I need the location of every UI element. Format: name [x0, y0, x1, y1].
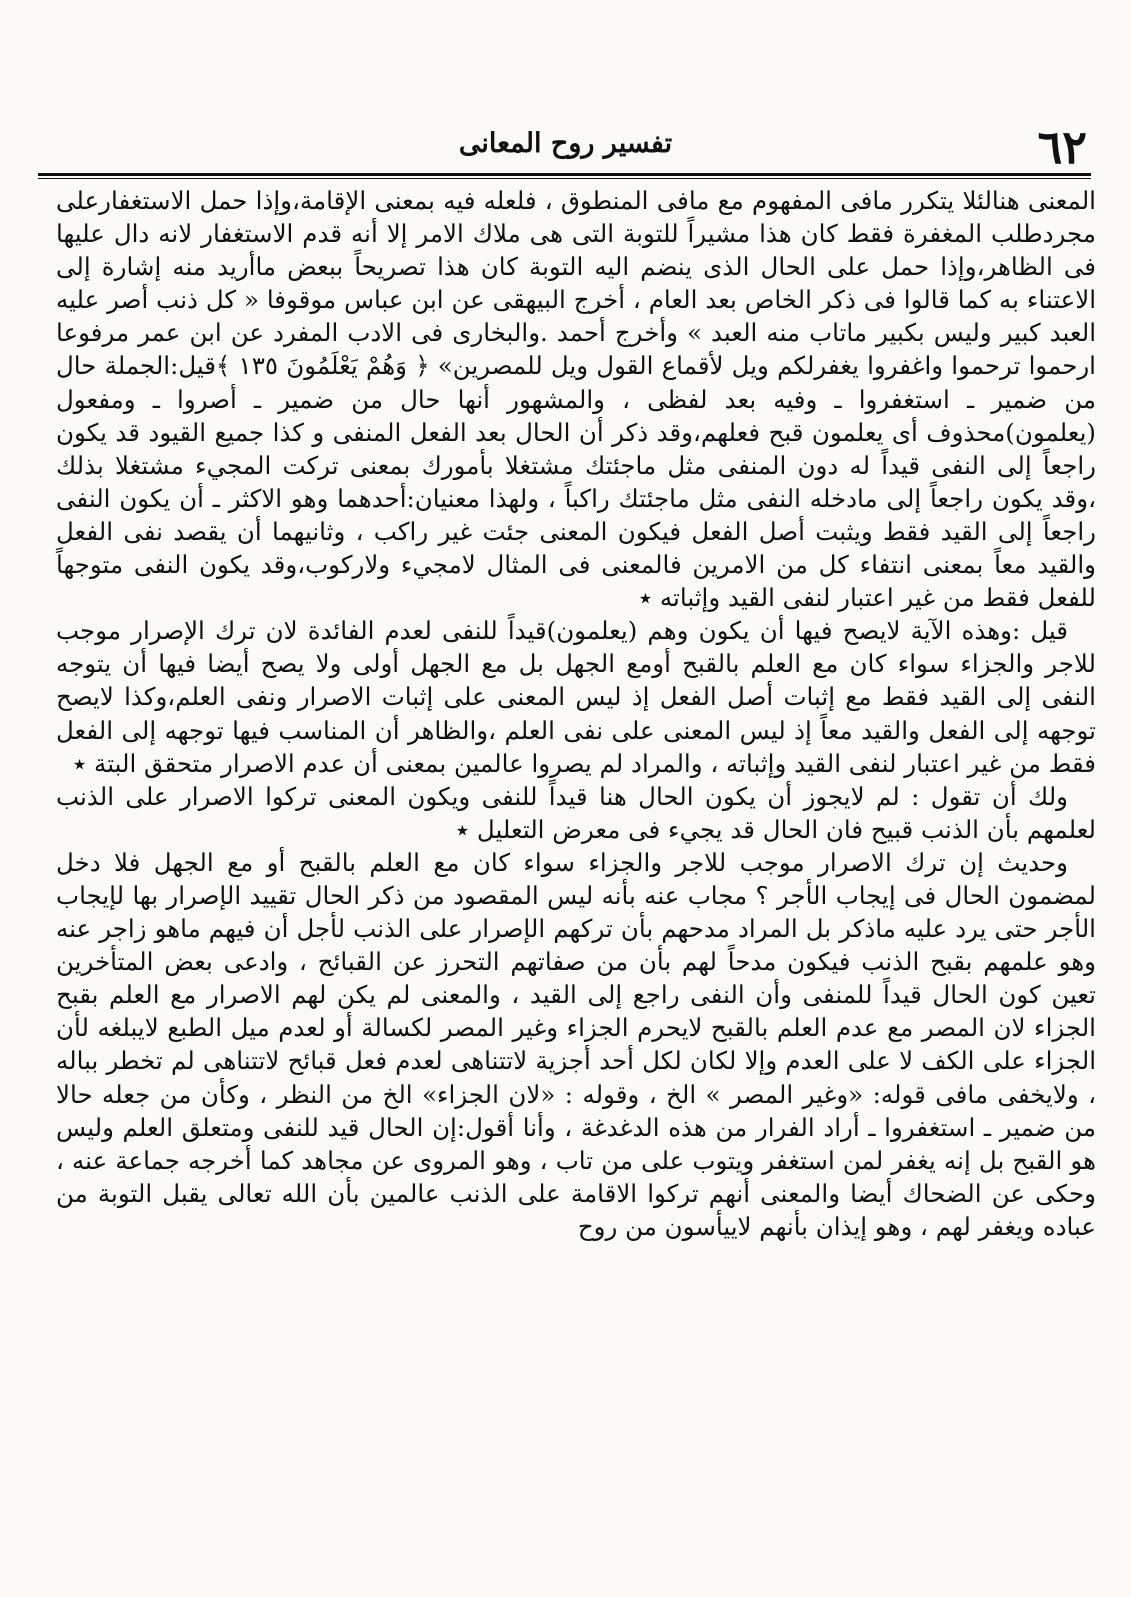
page-header: [38, 118, 1093, 176]
header-rule: [38, 173, 1091, 179]
paragraph-3: ولك أن تقول : لم لايجوز أن يكون الحال هنا قيداً للنفى ويكون المعنى تركوا الاصرار على الذنب لعلمهم بأن الذنب قبيح فان الحال قد يجيء فى معرض التعليل ٭: [56, 781, 1096, 844]
page-number: ٦٢: [1037, 120, 1087, 174]
paragraph-4: وحديث إن ترك الاصرار موجب للاجر والجزاء سواء كان مع العلم بالقبح أو مع الجهل فلا دخل لمضمون الحال فى إيجاب الأجر ؟ مجاب عنه بأنه ليس المقصود من ذكر الحال تقييد الإصرار بها لإيجاب الأجر حتى يرد عليه ماذكر بل المراد مدحهم بأن تركهم الإصرار على الذنب لأجل أن فيهم ماهو زاجر عنه وهو علمهم بقبح الذنب فيكون مدحاً لهم بأن من صفاتهم التحرز عن القبائح ، وادعى بعض المتأخرين تعين كون الحال قيداً للمنفى وأن النفى راجع إلى القيد ، والمعنى لم يكن لهم الاصرار مع العلم بقبح الجزاء لان المصر مع عدم العلم بالقبح لايحرم الجزاء وغير المصر لكسالة أو لعدم ميل الطبع لايبلغه لأن الجزاء على الكف لا على العدم وإلا لكان لكل أحد أجزية لاتتناهى لعدم فعل قبائح لاتتناهى لم تخطر بباله ، ولايخفى مافى قوله: «وغير المصر » الخ ، وقوله : «لان الجزاء» الخ من النظر ، وكأن من جعله حالا من ضمير ـ استغفروا ـ أراد الفرار من هذه الدغدغة ، وأنا أقول:إن الحال قيد للنفى ومتعلق العلم وليس هو القبح بل إنه يغفر لمن استغفر ويتوب على من تاب ، وهو المروى عن مجاهد كما أخرجه جماعة عنه ، وحكى عن الضحاك أيضا والمعنى أنهم تركوا الاقامة على الذنب عالمين بأن الله تعالى يقبل التوبة من عباده ويغفر لهم ، وهو إيذان بأنهم لاييأسون من روح: [56, 847, 1096, 1241]
paragraph-1: المعنى هنالئلا يتكرر مافى المفهوم مع مافى المنطوق ، فلعله فيه بمعنى الإقامة،وإذا حمل الاستغفارعلى مجردطلب المغفرة فقط كان هذا مشيراً للتوبة التى هى ملاك الامر إلا أنه قدم الاستغفار لانه دال عليها فى الظاهر،وإذا حمل على الحال الذى ينضم اليه التوبة كان هذا تصريحاً ببعض ماأريد منه إشارة إلى الاعتناء به كما قالوا فى ذكر الخاص بعد العام ، أخرج البيهقى عن ابن عباس موقوفا « كل ذنب أصر عليه العبد كبير وليس بكبير ماتاب منه العبد » وأخرج أحمد .والبخارى فى الادب المفرد عن ابن عمر مرفوعا ارحموا ترحموا واغفروا يغفرلكم ويل لأقماع القول ويل للمصرين» ﴿ وَهُمْ يَعْلَمُونَ ١٣٥ ﴾قيل:الجملة حال من ضمير ـ استغفروا ـ وفيه بعد لفظى ، والمشهور أنها حال من ضمير ـ أصروا ـ ومفعول (يعلمون)محذوف أى يعلمون قبح فعلهم،وقد ذكر أن الحال بعد الفعل المنفى و كذا جميع القيود قد يكون راجعاً إلى النفى قيداً له دون المنفى مثل ماجئتك مشتغلا بأمورك بمعنى تركت المجيء مشتغلا بذلك ،وقد يكون راجعاً إلى مادخله النفى مثل ماجئتك راكباً ، ولهذا معنيان:أحدهما وهو الاكثر ـ أن يكون النفى راجعاً إلى القيد فقط ويثبت أصل الفعل فيكون المعنى جئت غير راكب ، وثانيهما أن يقصد نفى الفعل والقيد معاً بمعنى انتفاء كل من الامرين فالمعنى فى المثال لامجيء ولاركوب،وقد يكون النفى متوجهاً للفعل فقط من غير اعتبار لنفى القيد وإثباته ٭: [56, 186, 1096, 613]
body-text: [56, 184, 1096, 1243]
paragraph-2: قيل :وهذه الآية لايصح فيها أن يكون وهم (يعلمون)قيداً للنفى لعدم الفائدة لان ترك الإصرار موجب للاجر والجزاء سواء كان مع العلم بالقبح أومع الجهل بل مع الجهل أولى ولا يصح أيضا فيها أن يتوجه النفى إلى القيد فقط مع إثبات أصل الفعل إذ ليس المعنى على إثبات الاصرار ونفى العلم،وكذا لايصح توجهه إلى الفعل والقيد معاً إذ ليس المعنى على نفى العلم ،والظاهر أن المناسب فيها توجهه إلى الفعل فقط من غير اعتبار لنفى القيد وإثباته ، والمراد لم يصروا عالمين بمعنى أن عدم الاصرار متحقق البتة ٭: [56, 616, 1096, 778]
running-title: تفسير روح المعانى: [458, 128, 673, 159]
